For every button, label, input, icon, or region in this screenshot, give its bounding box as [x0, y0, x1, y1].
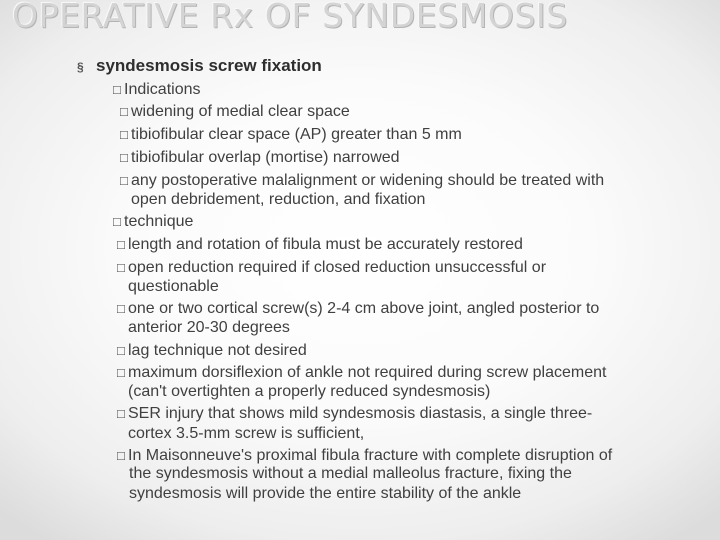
square-bullet-icon: §	[77, 60, 84, 74]
technique-item	[117, 235, 523, 255]
technique-continuation: questionable	[128, 278, 219, 295]
technique-item	[117, 258, 546, 278]
indication-item	[120, 171, 604, 191]
indication-continuation: open debridement, reduction, and fixation	[131, 191, 426, 208]
unknown-glyph-icon: □	[113, 82, 121, 97]
technique-continuation: anterior 20-30 degrees	[128, 319, 290, 336]
unknown-glyph-icon: □	[120, 127, 128, 142]
technique-item	[117, 404, 592, 424]
technique-text: In Maisonneuve's proximal fibula fracture with complete disruption of	[128, 447, 613, 464]
indication-item	[120, 148, 400, 168]
indication-text: tibiofibular overlap (mortise) narrowed	[131, 149, 400, 166]
technique-text: lag technique not desired	[128, 342, 307, 359]
indication-text: widening of medial clear space	[131, 103, 350, 120]
indications-label: Indications	[124, 81, 201, 98]
unknown-glyph-icon: □	[120, 150, 128, 165]
technique-text: SER injury that shows mild syndesmosis diastasis, a single three-	[128, 405, 593, 422]
indication-item	[120, 102, 350, 122]
slide-title: OPERATIVE Rx OF SYNDESMOSIS	[12, 0, 568, 35]
unknown-glyph-icon: □	[113, 214, 121, 229]
indication-text: tibiofibular clear space (AP) greater than 5 mm	[131, 126, 462, 143]
technique-item	[117, 299, 599, 319]
indication-text: any postoperative malalignment or widening should be treated with	[131, 172, 605, 189]
unknown-glyph-icon: □	[120, 104, 128, 119]
technique-heading	[113, 212, 193, 232]
unknown-glyph-icon: □	[117, 260, 125, 275]
technique-item	[117, 341, 307, 361]
unknown-glyph-icon: □	[117, 406, 125, 421]
indication-item	[120, 125, 462, 145]
bullet-syndesmosis-screw-fixation	[77, 56, 322, 76]
unknown-glyph-icon: □	[120, 173, 128, 188]
technique-item	[117, 446, 612, 466]
technique-continuation: syndesmosis will provide the entire stability of the ankle	[129, 485, 522, 502]
technique-text: length and rotation of fibula must be accurately restored	[128, 236, 523, 253]
heading-text: syndesmosis screw fixation	[96, 56, 322, 75]
technique-continuation: (can't overtighten a properly reduced syndesmosis)	[128, 383, 491, 400]
technique-label: technique	[124, 213, 194, 230]
technique-continuation: cortex 3.5-mm screw is sufficient,	[128, 425, 365, 442]
technique-continuation: the syndesmosis without a medial malleolus fracture, fixing the	[129, 465, 572, 482]
unknown-glyph-icon: □	[117, 365, 125, 380]
technique-text: one or two cortical screw(s) 2-4 cm above joint, angled posterior to	[128, 300, 600, 317]
unknown-glyph-icon: □	[117, 237, 125, 252]
technique-text: maximum dorsiflexion of ankle not required during screw placement	[128, 364, 607, 381]
unknown-glyph-icon: □	[117, 301, 125, 316]
technique-text: open reduction required if closed reduction unsuccessful or	[128, 259, 547, 276]
technique-item	[117, 363, 606, 383]
unknown-glyph-icon: □	[117, 343, 125, 358]
indications-heading	[113, 80, 201, 100]
unknown-glyph-icon: □	[117, 448, 125, 463]
